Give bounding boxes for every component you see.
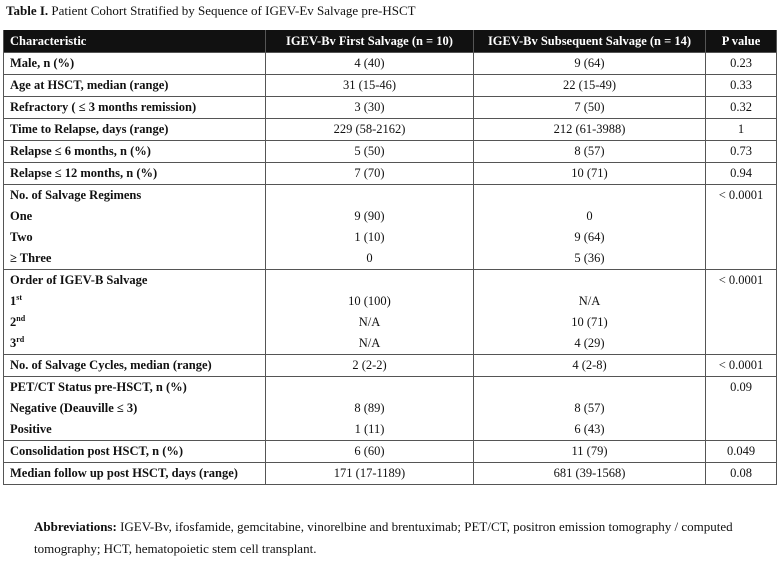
- table-caption: [6, 3, 416, 19]
- p-value: [706, 227, 777, 248]
- sub-label: One: [4, 206, 266, 227]
- p-value: 0.94: [706, 163, 777, 185]
- order-suffix: nd: [16, 313, 26, 323]
- first-value: 7 (70): [266, 163, 474, 185]
- row-label: Relapse ≤ 6 months, n (%): [4, 141, 266, 163]
- group-label-regimens: No. of Salvage Regimens: [4, 185, 266, 207]
- subsequent-value: 9 (64): [474, 53, 706, 75]
- subsequent-value: 212 (61-3988): [474, 119, 706, 141]
- p-value: [706, 248, 777, 270]
- abbreviations-footnote: [34, 516, 754, 560]
- sub-label: [4, 333, 266, 355]
- table-row: [4, 377, 777, 399]
- first-value: 31 (15-46): [266, 75, 474, 97]
- row-label: Consolidation post HSCT, n (%): [4, 441, 266, 463]
- first-value: 229 (58-2162): [266, 119, 474, 141]
- table-row: [4, 227, 777, 248]
- row-label: Median follow up post HSCT, days (range): [4, 463, 266, 485]
- sub-label: [4, 312, 266, 333]
- order-number: 3: [10, 336, 17, 350]
- row-label: Age at HSCT, median (range): [4, 75, 266, 97]
- table-row: [4, 270, 777, 292]
- first-value: 9 (90): [266, 206, 474, 227]
- row-label: Relapse ≤ 12 months, n (%): [4, 163, 266, 185]
- table-row: [4, 75, 777, 97]
- first-value: N/A: [266, 312, 474, 333]
- table-row: [4, 291, 777, 312]
- subsequent-value: 5 (36): [474, 248, 706, 270]
- first-value: 2 (2-2): [266, 355, 474, 377]
- p-value: < 0.0001: [706, 185, 777, 207]
- table-row: [4, 206, 777, 227]
- p-value: 1: [706, 119, 777, 141]
- subsequent-value: 4 (2-8): [474, 355, 706, 377]
- subsequent-value: 11 (79): [474, 441, 706, 463]
- table-row: [4, 163, 777, 185]
- first-value: 5 (50): [266, 141, 474, 163]
- table-row: [4, 97, 777, 119]
- p-value: [706, 206, 777, 227]
- order-number: 1: [10, 294, 17, 308]
- group-label-pet: PET/CT Status pre-HSCT, n (%): [4, 377, 266, 399]
- subsequent-value: [474, 270, 706, 292]
- first-value: 6 (60): [266, 441, 474, 463]
- first-value: 1 (10): [266, 227, 474, 248]
- p-value: 0.049: [706, 441, 777, 463]
- sub-label: Two: [4, 227, 266, 248]
- caption-text: Patient Cohort Stratified by Sequence of IGEV-Ev Salvage pre-HSCT: [51, 3, 416, 18]
- subsequent-value: 8 (57): [474, 141, 706, 163]
- first-value: 4 (40): [266, 53, 474, 75]
- p-value: 0.08: [706, 463, 777, 485]
- row-label: Refractory ( ≤ 3 months remission): [4, 97, 266, 119]
- p-value: [706, 333, 777, 355]
- header-p-value: P value: [706, 30, 777, 53]
- table-row: [4, 312, 777, 333]
- header-characteristic: Characteristic: [4, 30, 266, 53]
- first-value: 171 (17-1189): [266, 463, 474, 485]
- table-row: [4, 185, 777, 207]
- first-value: [266, 270, 474, 292]
- p-value: 0.23: [706, 53, 777, 75]
- order-suffix: rd: [16, 334, 25, 344]
- first-value: 10 (100): [266, 291, 474, 312]
- subsequent-value: [474, 377, 706, 399]
- subsequent-value: 4 (29): [474, 333, 706, 355]
- subsequent-value: 10 (71): [474, 163, 706, 185]
- subsequent-value: 681 (39-1568): [474, 463, 706, 485]
- row-label: No. of Salvage Cycles, median (range): [4, 355, 266, 377]
- caption-prefix: Table I.: [6, 3, 49, 18]
- p-value: < 0.0001: [706, 270, 777, 292]
- p-value: 0.73: [706, 141, 777, 163]
- p-value: < 0.0001: [706, 355, 777, 377]
- subsequent-value: 22 (15-49): [474, 75, 706, 97]
- p-value: 0.09: [706, 377, 777, 399]
- first-value: 3 (30): [266, 97, 474, 119]
- table-row: [4, 141, 777, 163]
- first-value: [266, 377, 474, 399]
- first-value: 0: [266, 248, 474, 270]
- table-row: [4, 398, 777, 419]
- abbreviations-text: IGEV-Bv, ifosfamide, gemcitabine, vinorelbine and brentuximab; PET/CT, positron emission tomography / computed tomography; HCT, hematopoietic stem cell transplant.: [34, 519, 733, 556]
- subsequent-value: 7 (50): [474, 97, 706, 119]
- sub-label: Positive: [4, 419, 266, 441]
- sub-label: ≥ Three: [4, 248, 266, 270]
- order-suffix: st: [16, 292, 23, 302]
- row-label: Male, n (%): [4, 53, 266, 75]
- subsequent-value: 10 (71): [474, 312, 706, 333]
- subsequent-value: 6 (43): [474, 419, 706, 441]
- subsequent-value: 8 (57): [474, 398, 706, 419]
- group-label-order: Order of IGEV-B Salvage: [4, 270, 266, 292]
- subsequent-value: N/A: [474, 291, 706, 312]
- p-value: [706, 419, 777, 441]
- first-value: 8 (89): [266, 398, 474, 419]
- header-first-salvage: IGEV-Bv First Salvage (n = 10): [266, 30, 474, 53]
- table-header-row: [4, 30, 777, 53]
- first-value: 1 (11): [266, 419, 474, 441]
- table-row: [4, 333, 777, 355]
- table-row: [4, 441, 777, 463]
- first-value: N/A: [266, 333, 474, 355]
- row-label: Time to Relapse, days (range): [4, 119, 266, 141]
- p-value: [706, 291, 777, 312]
- subsequent-value: [474, 185, 706, 207]
- table-row: [4, 463, 777, 485]
- table-row: [4, 119, 777, 141]
- subsequent-value: 0: [474, 206, 706, 227]
- abbreviations-heading: Abbreviations:: [34, 519, 117, 534]
- table-row: [4, 248, 777, 270]
- p-value: [706, 398, 777, 419]
- order-number: 2: [10, 315, 17, 329]
- subsequent-value: 9 (64): [474, 227, 706, 248]
- p-value: [706, 312, 777, 333]
- sub-label: [4, 291, 266, 312]
- first-value: [266, 185, 474, 207]
- sub-label: Negative (Deauville ≤ 3): [4, 398, 266, 419]
- table-row: [4, 419, 777, 441]
- table-row: [4, 355, 777, 377]
- cohort-table: [3, 30, 777, 485]
- header-subsequent-salvage: IGEV-Bv Subsequent Salvage (n = 14): [474, 30, 706, 53]
- p-value: 0.32: [706, 97, 777, 119]
- table-row: [4, 53, 777, 75]
- p-value: 0.33: [706, 75, 777, 97]
